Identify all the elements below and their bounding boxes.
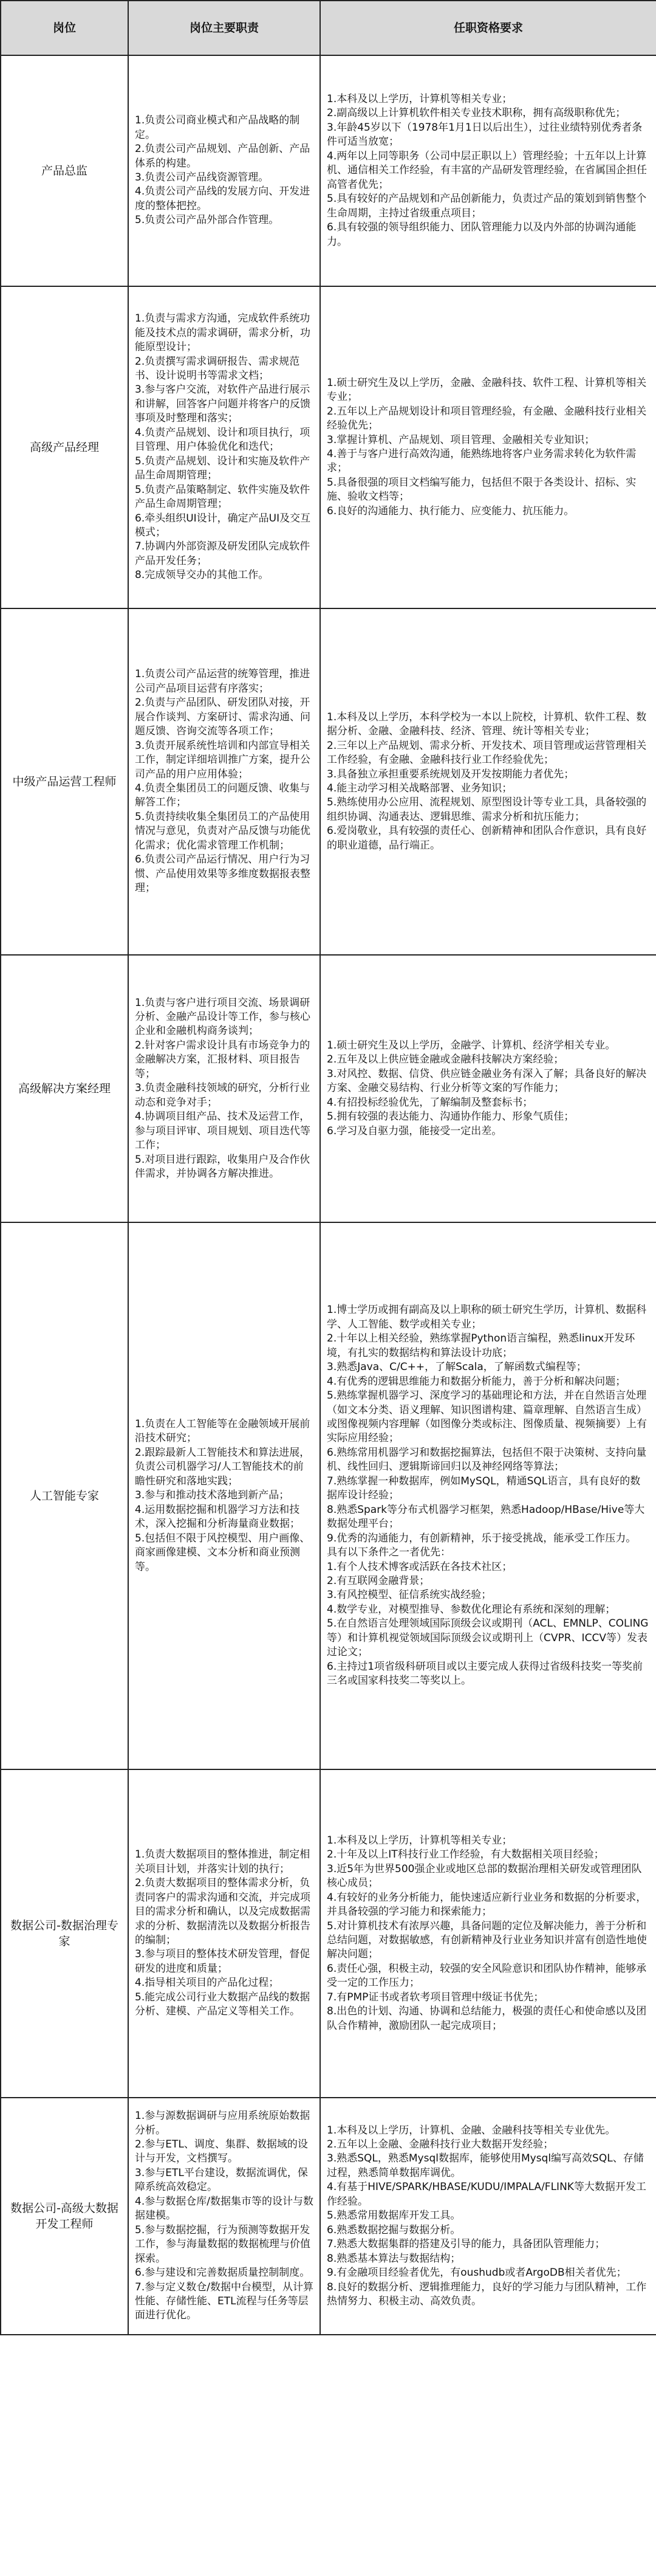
duties-cell (128, 286, 320, 608)
requirement-item: 2.三年以上产品规划、需求分析、开发技术、项目管理或运营管理相关工作经验，有金融、金融科技行业工作经验优先； (327, 739, 647, 766)
requirements-cell (320, 55, 656, 286)
requirement-item: 2.副高级以上计算机软件相关专业技术职称，拥有高级职称优先； (327, 107, 626, 120)
requirement-item: 4.数学专业，对模型推导、参数优化理论有系统和深刻的理解； (327, 1603, 616, 1616)
requirement-item: 1.本科及以上学历，计算机等相关专业； (327, 93, 513, 105)
duty-item: 5.对项目进行跟踪，收集用户及合作伙伴需求，并协调各方解决推进。 (135, 1153, 310, 1180)
duty-item: 6.牵头组织UI设计，确定产品UI及交互模式； (135, 512, 311, 539)
position-name: 产品总监 (1, 55, 128, 286)
duty-item: 5.包括但不限于风控模型、用户画像、商家画像建模、文本分析和商业预测等。 (135, 1532, 310, 1573)
header-duties: 岗位主要职责 (128, 1, 320, 55)
requirements-cell (320, 1222, 656, 1769)
duty-item: 5.负责持续收集全集团员工的产品使用情况与意见，负责对产品反馈与功能优化需求；优化需求管理工作机制； (135, 810, 310, 852)
requirement-item: 3.有风控模型、征信系统实战经验； (327, 1589, 492, 1602)
requirement-item: 1.本科及以上学历，计算机、金融、金融科技等相关专业优先。 (327, 2124, 616, 2137)
duty-item: 3.负责公司产品线资源管理。 (135, 171, 269, 184)
duty-item: 3.参与和推动技术落地到新产品； (135, 1489, 290, 1502)
header-position: 岗位 (1, 1, 128, 55)
requirement-item: 3.掌握计算机、产品规划、项目管理、金融相关专业知识； (327, 433, 595, 446)
duty-item: 8.完成领导交办的其他工作。 (135, 569, 269, 582)
duties-cell (128, 608, 320, 955)
table-row (1, 2098, 656, 2335)
requirement-item: 1.硕士研究生及以上学历，金融学、计算机、经济学相关专业。 (327, 1039, 616, 1052)
duty-item: 7.参与定义数仓/数据中台模型，从计算性能、存储性能、ETL流程与任务等层面进行优化。 (135, 2281, 313, 2322)
requirement-item: 2.十年及以上IT科技行业工作经验，有大数据相关项目经验； (327, 1848, 604, 1861)
requirement-item: 3.熟悉SQL，熟悉Mysql数据库，能够使用Mysql编写高效SQL、存储过程，熟悉简单数据库调优。 (327, 2152, 644, 2179)
duty-item: 4.运用数据挖掘和机器学习方法和技术，深入挖掘和分析海量商业数据； (135, 1503, 300, 1531)
requirement-item: 9.优秀的沟通能力，有创新精神，乐于接受挑战，能承受工作压力。 (327, 1532, 637, 1545)
position-name: 高级解决方案经理 (1, 955, 128, 1222)
requirement-item: 9.有金融项目经验者优先，有oushudb或者ArgoDB相关者优先； (327, 2267, 627, 2279)
requirement-item: 1.硕士研究生及以上学历，金融、金融科技、软件工程、计算机等相关专业； (327, 376, 647, 404)
requirement-item: 7.熟练掌握一种数据库，例如MySQL，精通SQL语言，具有良好的数据库设计经验； (327, 1475, 641, 1502)
duties-cell (128, 955, 320, 1222)
duty-item: 2.跟踪最新人工智能技术和算法进展，负责公司机器学习/人工智能技术的前瞻性研究和落地实践； (135, 1446, 310, 1487)
duty-item: 1.负责在人工智能等在金融领域开展前沿技术研究； (135, 1418, 310, 1445)
table-row (1, 955, 656, 1222)
requirement-item: 6.学习及自驱力强，能接受一定出差。 (327, 1124, 502, 1137)
requirement-item: 6.熟练常用机器学习和数据挖掘算法，包括但不限于决策树、支持向量机、线性回归、逻辑斯谛回归以及神经网络等算法； (327, 1446, 647, 1473)
duty-item: 4.负责公司产品线的发展方向、开发进度的整体把控。 (135, 185, 310, 212)
requirement-item: 3.具备独立承担重要系统规划及开发按期能力者优先； (327, 768, 575, 780)
duty-item: 1.负责公司商业模式和产品战略的制定。 (135, 114, 300, 141)
duty-item: 4.参与数据仓库/数据集市等的设计与数据建模。 (135, 2195, 313, 2222)
requirement-item: 6.熟悉数据挖掘与数据分析。 (327, 2223, 461, 2236)
duties-cell (128, 1769, 320, 2098)
requirement-item: 3.熟悉Java、C/C++，了解Scala，了解函数式编程等； (327, 1361, 587, 1374)
requirement-item: 8.良好的数据分析、逻辑推理能力，良好的学习能力与团队精神，工作热情努力、积极主动、高效负责。 (327, 2281, 647, 2307)
requirements-cell (320, 2098, 656, 2335)
duty-item: 7.协调内外部资源及研发团队完成软件产品开发任务； (135, 540, 310, 567)
requirement-item: 7.有PMP证书或者软考项目管理中级证书优先； (327, 1991, 544, 2003)
duty-item: 4.负责全集团员工的问题反馈、收集与解答工作； (135, 782, 310, 809)
requirement-item: 2.五年以上金融、金融科技行业大数据开发经验； (327, 2138, 554, 2151)
duty-item: 6.参与建设和完善数据质量控制制度。 (135, 2267, 310, 2279)
table-row (1, 286, 656, 608)
requirement-item: 8.熟悉基本算法与数据结构； (327, 2252, 461, 2265)
duty-item: 6.负责公司产品运行情况、用户行为习惯、产品使用效果等多维度数据报表整理； (135, 853, 310, 895)
duty-item: 1.负责与需求方沟通，完成软件系统功能及技术点的需求调研，需求分析，功能原型设计； (135, 312, 310, 354)
duty-item: 2.参与ETL、调度、集群、数据域的设计与开发，文档撰写。 (135, 2138, 308, 2165)
position-name: 人工智能专家 (1, 1222, 128, 1769)
duty-item: 3.负责金融科技领域的研究，分析行业动态和竞争对手； (135, 1082, 310, 1109)
duty-item: 5.负责产品策略制定、软件实施及软件产品生命周期管理； (135, 483, 310, 511)
requirements-cell (320, 608, 656, 955)
requirement-item: 2.五年以上产品规划设计和项目管理经验，有金融、金融科技行业相关经验优先； (327, 405, 647, 432)
requirement-item: 5.对计算机技术有浓厚兴趣，具备问题的定位及解决能力，善于分析和总结问题，对数据敏感，有创新精神及行业业务知识并富有创造性地使解决问题； (327, 1920, 647, 1961)
requirement-item: 5.拥有较强的表达能力、沟通协作能力、形象气质佳； (327, 1111, 575, 1123)
requirement-item: 5.具备很强的项目文档编写能力，包括但不限于各类设计、招标、实施、验收文档等； (327, 476, 637, 503)
table-row (1, 608, 656, 955)
duty-item: 5.参与数据挖掘，行为预测等数据开发工作，参与海量数据的数据梳理与价值探索。 (135, 2223, 310, 2265)
requirement-item: 4.能主动学习相关战略部署、业务知识； (327, 782, 513, 794)
duty-item: 5.负责产品规划、设计和实施及软件产品生命周期管理； (135, 455, 310, 482)
requirement-item: 5.熟悉常用数据库开发工具。 (327, 2209, 461, 2222)
requirement-item: 2.五年及以上供应链金融或金融科技解决方案经验； (327, 1053, 564, 1066)
requirement-item: 具有以下条件之一者优先： (327, 1546, 451, 1559)
requirement-item: 1.本科及以上学历，本科学校为一本以上院校，计算机、软件工程、数据分析、金融、金融科技、经济、管理、统计等相关专业； (327, 711, 647, 738)
requirement-item: 1.本科及以上学历，计算机等相关专业； (327, 1834, 513, 1847)
duties-cell (128, 2098, 320, 2335)
duty-item: 3.负责开展系统性培训和内部宣导相关工作，制定详细培训推广方案，提升公司产品的用户应用体验； (135, 739, 310, 780)
duty-item: 1.参与源数据调研与应用系统原始数据分析。 (135, 2110, 310, 2137)
duty-item: 2.负责撰写需求调研报告、需求规范书、设计说明书等需求文档； (135, 355, 300, 382)
duty-item: 4.协调项目组产品、技术及运营工作，参与项目评审、项目规划、项目迭代等工作； (135, 1111, 310, 1152)
requirement-item: 3.近5年为世界500强企业或地区总部的数据治理相关研发或管理团队核心成员； (327, 1862, 642, 1890)
duty-item: 1.负责与客户进行项目交流、场景调研分析、金融产品设计等工作，参与核心企业和金融机构商务谈判； (135, 996, 310, 1038)
requirement-item: 7.熟悉大数据集群的搭建及引导的能力，具备团队管理能力； (327, 2238, 606, 2251)
header-requirements: 任职资格要求 (320, 1, 656, 55)
table-row (1, 1222, 656, 1769)
requirement-item: 4.有招投标经验优先，了解编制及整套标书； (327, 1096, 533, 1109)
table-header-row (1, 1, 656, 55)
requirement-item: 6.责任心强，积极主动，较强的安全风险意识和团队协作精神，能够承受一定的工作压力； (327, 1962, 647, 1989)
duty-item: 3.参与项目的整体技术研发管理，督促研发的进度和质量； (135, 1948, 310, 1975)
requirement-item: 4.善于与客户进行高效沟通，能熟练地将客户业务需求转化为软件需求； (327, 448, 637, 475)
duty-item: 5.负责公司产品外部合作管理。 (135, 214, 279, 227)
requirement-item: 4.有较好的业务分析能力，能快速适应新行业业务和数据的分析要求，并具备较强的学习能力和探索能力； (327, 1891, 647, 1918)
requirement-item: 3.年龄45岁以下（1978年1月1日以后出生），过往业绩特别优秀者条件可适当放宽； (327, 121, 643, 148)
requirement-item: 8.出色的计划、沟通、协调和总结能力，极强的责任心和使命感以及团队合作精神，激励团队一起完成项目； (327, 2005, 647, 2032)
requirement-item: 4.有优秀的逻辑思维能力和数据分析能力，善于分析和解决问题； (327, 1375, 626, 1388)
position-name: 中级产品运营工程师 (1, 608, 128, 955)
requirement-item: 6.主持过1项省级科研项目或以主要完成人获得过省级科技奖一等奖前三名或国家科技奖二等奖以上。 (327, 1660, 643, 1687)
duty-item: 4.负责产品规划、设计和项目执行，项目管理、用户体验优化和迭代； (135, 426, 310, 453)
duties-cell (128, 55, 320, 286)
requirement-item: 1.博士学历或拥有副高及以上职称的硕士研究生学历，计算机、数据科学、人工智能、数学或相关专业； (327, 1304, 647, 1331)
position-name: 数据公司-高级大数据开发工程师 (1, 2098, 128, 2335)
duty-item: 2.负责与产品团队、研发团队对接，开展合作谈判、方案研讨、需求沟通、问题反馈、咨询交流等各项工作； (135, 697, 310, 738)
requirement-item: 8.熟悉Spark等分布式机器学习框架，熟悉Hadoop/HBase/Hive等大数据处理平台； (327, 1503, 645, 1531)
position-name: 高级产品经理 (1, 286, 128, 608)
requirements-cell (320, 286, 656, 608)
requirement-item: 5.在自然语言处理领域国际顶级会议或期刊（ACL、EMNLP、COLING等）和计算机视觉领域国际顶级会议或期刊上（CVPR、ICCV等）发表过论文； (327, 1617, 649, 1659)
duty-item: 4.指导相关项目的产品化过程； (135, 1977, 279, 1989)
requirements-cell (320, 955, 656, 1222)
duty-item: 5.能完成公司行业大数据产品线的数据分析、建模、产品定义等相关工作。 (135, 1991, 310, 2018)
requirement-item: 6.爱岗敬业，具有较强的责任心、创新精神和团队合作意识，具有良好的职业道德，品行端正。 (327, 825, 647, 852)
requirement-item: 5.熟练使用办公应用、流程规划、原型图设计等专业工具，具备较强的组织协调、沟通表达、逻辑思维、需求分析和抗压能力； (327, 796, 647, 823)
duty-item: 2.负责大数据项目的整体需求分析，负责同客户的需求沟通和交流，并完成项目的需求分析和确认，以及完成数据需求的分析、数据清洗以及数据分析报告的编制； (135, 1877, 310, 1946)
requirement-item: 5.熟练掌握机器学习、深度学习的基础理论和方法，并在自然语言处理（如文本分类、语义理解、知识图谱构建、篇章理解、自然语言生成）或图像视频内容理解（如图像分类或标注、图像质量、视频摘要）上有实际应用经验； (327, 1390, 647, 1445)
requirement-item: 6.具有较强的领导组织能力、团队管理能力以及内外部的协调沟通能力。 (327, 221, 637, 248)
requirement-item: 4.两年以上同等职务（公司中层正职以上）管理经验；十五年以上计算机、通信相关工作经验，有丰富的产品研发管理经验，在省属国企担任高管者优先； (327, 150, 647, 191)
duty-item: 3.参与客户交流，对软件产品进行展示和讲解，回答客户问题并将客户的反馈事项及时整理和落实； (135, 384, 310, 425)
requirement-item: 1.有个人技术博客或活跃在各技术社区； (327, 1560, 513, 1573)
position-name: 数据公司-数据治理专家 (1, 1769, 128, 2098)
table-row (1, 55, 656, 286)
duty-item: 2.针对客户需求设计具有市场竞争力的金融解决方案，汇报材料、项目报告等； (135, 1039, 310, 1080)
table-row (1, 1769, 656, 2098)
requirements-cell (320, 1769, 656, 2098)
duty-item: 3.参与ETL平台建设，数据流调优，保障系统高效稳定。 (135, 2166, 308, 2194)
requirement-item: 4.有基于HIVE/SPARK/HBASE/KUDU/IMPALA/FLINK等大数据开发工作经验。 (327, 2181, 646, 2208)
requirement-item: 3.对风控、数据、信贷、供应链金融业务有深入了解；具备良好的解决方案、金融交易结构、行业分析等文案的写作能力； (327, 1067, 647, 1095)
duty-item: 1.负责大数据项目的整体推进，制定相关项目计划，并落实计划的执行； (135, 1848, 310, 1875)
requirement-item: 2.有互联网金融背景； (327, 1574, 430, 1587)
duty-item: 2.负责公司产品规划、产品创新、产品体系的构建。 (135, 143, 310, 170)
requirement-item: 6.良好的沟通能力、执行能力、应变能力、抗压能力。 (327, 505, 575, 517)
requirement-item: 2.十年以上相关经验，熟练掌握Python语言编程，熟悉linux开发环境，有扎实的数据结构和算法设计功底； (327, 1332, 635, 1359)
duties-cell (128, 1222, 320, 1769)
requirement-item: 5.具有较好的产品规划和产品创新能力，负责过产品的策划到销售整个生命周期，主持过省级重点项目； (327, 193, 647, 219)
duty-item: 1.负责公司产品运营的统筹管理，推进公司产品项目运营有序落实； (135, 668, 310, 695)
